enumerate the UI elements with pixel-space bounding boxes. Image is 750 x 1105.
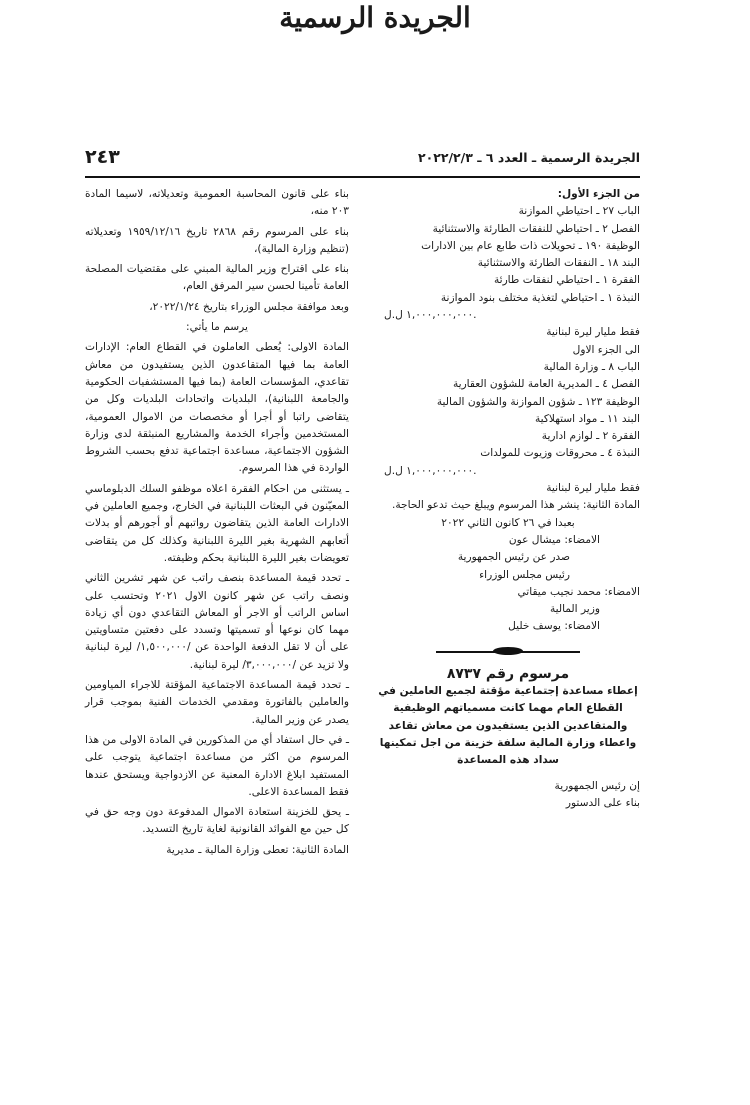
line-item: الوظيفة ١٩٠ ـ تحويلات ذات طابع عام بين الادارات <box>421 239 640 252</box>
line-item: إن رئيس الجمهورية <box>554 779 640 792</box>
page-number: ٢٤٣ <box>85 146 120 168</box>
line-item: فقط مليار ليرة لبنانية <box>546 482 640 495</box>
line-item: الامضاء: يوسف خليل <box>508 620 600 633</box>
paragraph: المادة الثانية: تعطى وزارة المالية ـ مديرية <box>166 843 349 856</box>
line-item: وزير المالية <box>549 603 600 616</box>
line-item: البند ١٨ ـ النفقات الطارئة والاستثنائية <box>477 257 640 270</box>
line-item: البند ١١ ـ مواد استهلاكية <box>534 412 640 425</box>
left-column <box>85 186 349 862</box>
paragraph: يرسم ما يأتي: <box>186 321 248 334</box>
gazette-masthead: الجريدة الرسمية <box>279 1 471 34</box>
line-item: بناء على الدستور <box>565 796 640 809</box>
paragraph: ـ تحدد قيمة المساعدة بنصف راتب عن شهر تشرين الثاني ونصف راتب عن شهر كانون الاول ٢٠٢١ وتحتسب على اساس الراتب أو الاجر أو المعاش التقاعدي دون أي زيادة مهما كان نوعها أو تسميتها وتسدد على دفعتين متساويتين على أن لا تقل الدفعة الواحدة عن /١,٥٠٠,٠٠٠/ ليرة لبنانية ولا تزيد عن /٣,٠٠٠,٠٠٠/ ليرة لبنانية. <box>85 572 349 671</box>
line-item: رئيس مجلس الوزراء <box>479 568 570 581</box>
decree-number: مرسوم رقم ٨٧٣٧ <box>446 665 570 682</box>
paragraph: وبعد موافقة مجلس الوزراء بتاريخ ٢٠٢٢/١/٢٤، <box>149 300 349 313</box>
right-column <box>376 186 640 812</box>
line-item: الفصل ٤ ـ المديرية العامة للشؤون العقارية <box>452 378 640 391</box>
line-item: فقط مليار ليرة لبنانية <box>546 326 640 339</box>
line-item: بعبدا في ٢٦ كانون الثاني ٢٠٢٢ <box>441 516 575 529</box>
paragraph: ـ تحدد قيمة المساعدة الاجتماعية المؤقتة للاجراء المياومين والعاملين بالفاتورة ومقدمي الخدمات الفنية بموجب قرار يصدر عن وزير المالية. <box>85 679 349 726</box>
line-item: الفقرة ٢ ـ لوازم ادارية <box>541 430 640 443</box>
line-item: من الجزء الأول: <box>557 188 640 200</box>
line-item: صدر عن رئيس الجمهورية <box>457 551 570 564</box>
line-item: الامضاء: ميشال عون <box>508 533 600 546</box>
line-item: الباب ٢٧ ـ احتياطي الموازنة <box>518 205 640 218</box>
line-item: الى الجزء الاول <box>572 343 640 356</box>
paragraph: بناء على اقتراح وزير المالية المبني على مقتضيات المصلحة العامة تأمينا لحسن سير المرفق العام، <box>85 263 349 293</box>
paragraph: بناء على المرسوم رقم ٢٨٦٨ تاريخ ١٩٥٩/١٢/١٦ وتعديلاته (تنظيم وزارة المالية)، <box>85 225 349 255</box>
paragraph: بناء على قانون المحاسبة العمومية وتعديلاته، لاسيما المادة ٢٠٣ منه، <box>85 188 349 218</box>
line-item: الفصل ٢ ـ احتياطي للنفقات الطارئة والاستثنائية <box>432 222 640 235</box>
line-item: ١,٠٠٠,٠٠٠,٠٠٠ ل.ل. <box>384 309 477 322</box>
line-item: النبذة ٤ ـ محروقات وزيوت للمولدات <box>480 447 640 460</box>
gazette-page <box>85 140 640 1000</box>
line-item: الفقرة ١ ـ احتياطي لنفقات طارئة <box>493 274 640 287</box>
divider-ornament <box>376 646 640 658</box>
paragraph: ـ في حال استفاد أي من المذكورين في المادة الاولى من هذا المرسوم من اكثر من مساعدة اجتماعية يتوجب على المستفيد ابلاغ الادارة المعنية عن الازدواجية ويستحق عندها فقط المساعدة الاعلى. <box>85 733 349 798</box>
line-item: ١,٠٠٠,٠٠٠,٠٠٠ ل.ل. <box>384 464 477 477</box>
header-issue: الجريدة الرسمية ـ العدد ٦ ـ ٢٠٢٢/٢/٣ <box>417 150 640 165</box>
line-item: الامضاء: محمد نجيب ميقاتي <box>517 585 640 598</box>
paragraph: ـ يستثنى من احكام الفقرة اعلاه موظفو السلك الدبلوماسي المعيّنون في البعثات اللبنانية في الخارج، وجميع العاملين في الادارات العامة الذين يتقاضون رواتبهم أو أجورهم أو بدلات أتعابهم الشهرية بغير الليرة اللبنانية وكذلك كل من يتقاضى تعويضات بغير الليرة اللبنانية بحكم وظيفته. <box>85 482 349 564</box>
paragraph: المادة الاولى: يُعطى العاملون في القطاع العام: الإدارات العامة بما فيها المتقاعدون الذين يستفيدون من معاش تقاعدي، المؤسسات العامة (بما فيها المستشفيات الحكومية والجامعة اللبنانية)، البلديات واتحادات البلديات وكل من يتقاضى راتبا أو أجرا أو مخصصات من الاموال العمومية، المستخدمين وأجراء الخدمة والمشاريع المنبثقة لدى وزارة الشؤون الاجتماعية، مساعدة اجتماعية تدفع بحسب الشروط الواردة في هذا المرسوم. <box>85 341 349 475</box>
line-item: النبذة ١ ـ احتياطي لتغذية مختلف بنود الموازنة <box>440 291 640 304</box>
line-item: الباب ٨ ـ وزارة المالية <box>543 360 640 373</box>
line-item: المادة الثانية: ينشر هذا المرسوم ويبلغ حيث تدعو الحاجة. <box>392 499 640 512</box>
paragraph: ـ يحق للخزينة استعادة الاموال المدفوعة دون وجه حق في كل حين مع الفوائد القانونية لغاية تاريخ التسديد. <box>85 806 349 836</box>
line-item: الوظيفة ١٢٣ ـ شؤون الموازنة والشؤون المالية <box>436 395 640 408</box>
page-header <box>85 146 640 178</box>
decree-title: إعطاء مساعدة إجتماعية مؤقتة لجميع العاملين في القطاع العام مهما كانت مسمياتهم الوظيفية والمتقاعدين الذين يستفيدون من معاش تقاعد واعطاء وزارة المالية سلفة خزينة من اجل تمكينها سداد هذه المساعدة <box>378 685 638 767</box>
